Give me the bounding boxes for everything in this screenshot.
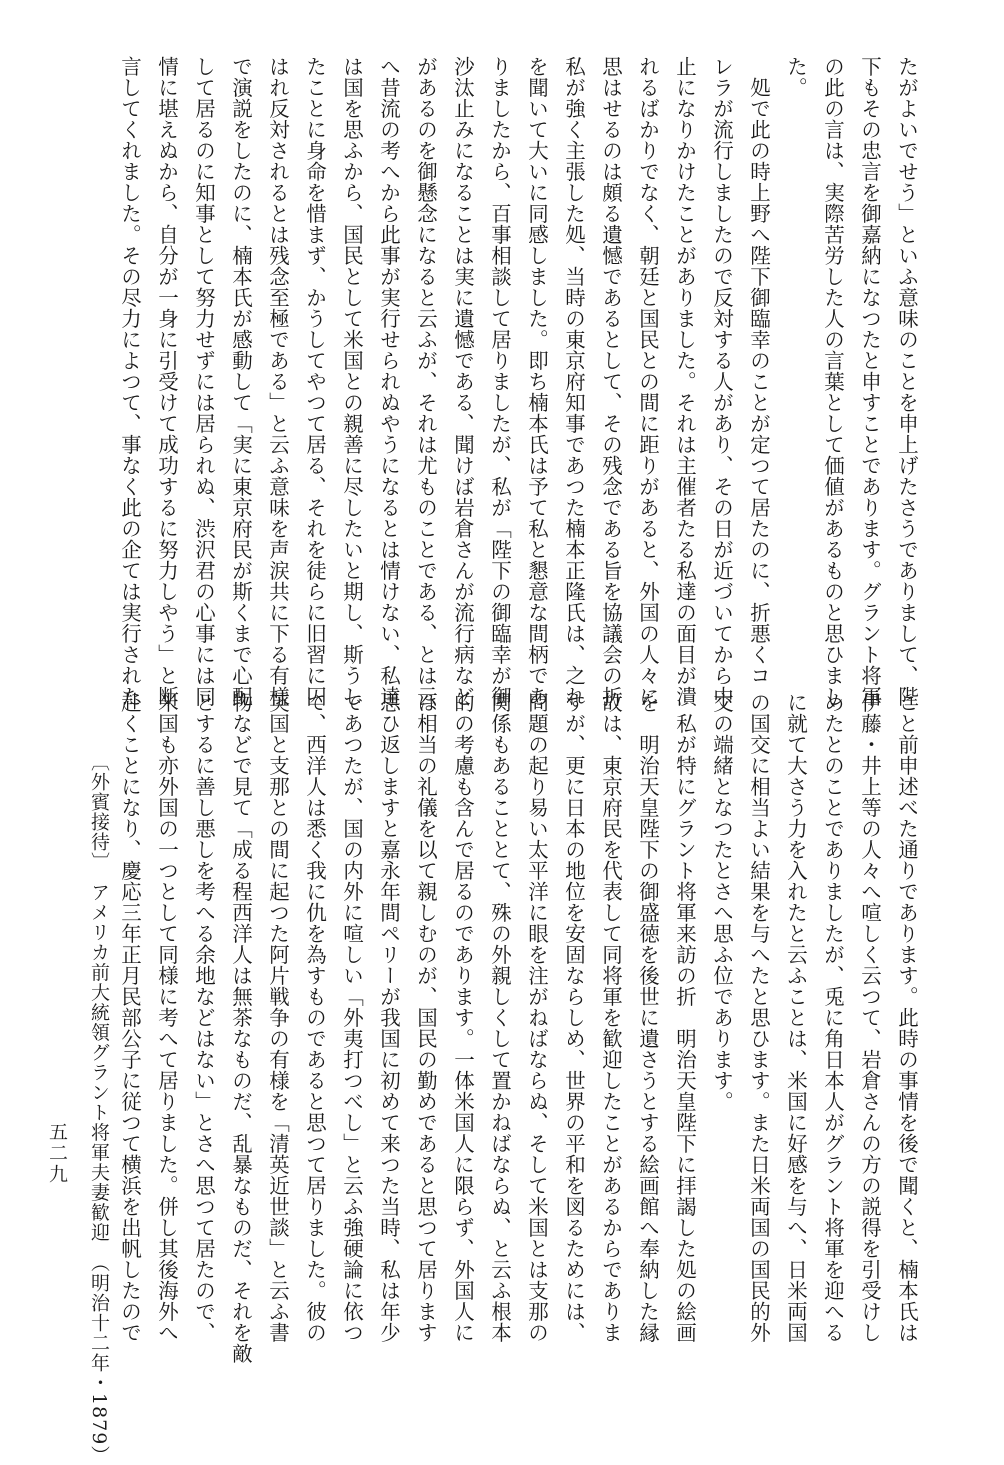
text-column: レラが流行しましたので反対する人があり、その日が近づいてから中 bbox=[709, 56, 734, 707]
text-column: して居るのに知事として努力せずには居られぬ、渋沢君の心事には同 bbox=[191, 56, 216, 707]
text-column: 物などで見て「成る程西洋人は無茶なものだ、乱暴なものだ、それを敵 bbox=[228, 692, 253, 1364]
page-number: 五二九 bbox=[46, 1122, 68, 1185]
text-column: 私が強く主張した処、当時の東京府知事であつた楠本正隆氏は、之れ bbox=[561, 56, 586, 707]
text-column: に就て大さう力を入れたと云ふことは、米国に好感を与へ、日米両国 bbox=[783, 692, 808, 1343]
text-column: 問題の起り易い太平洋に眼を注がねばならぬ、そして米国とは支那の bbox=[524, 692, 549, 1343]
text-column: 関係もあることとて、殊の外親しくして置かねばならぬ、と云ふ根本 bbox=[487, 692, 512, 1343]
text-column: を 明治天皇陛下の御盛徳を後世に遺さうとする絵画館へ奉納した縁 bbox=[635, 692, 660, 1343]
text-column: 赴くことになり、慶応三年正月民部公子に従つて横浜を出帆したので bbox=[117, 692, 142, 1343]
text-column: 的の考慮も含んで居るのであります。一体米国人に限らず、外国人に bbox=[450, 692, 475, 1343]
text-column: 故は、東京府民を代表して同将軍を歓迎したことがあるからでありま bbox=[598, 692, 623, 1343]
text-column: りましたから、百事相談して居りましたが、私が「陛下の御臨幸が御 bbox=[487, 56, 512, 707]
text-column: で演説をしたのに、楠本氏が感動して「実に東京府民が斯くまで心配 bbox=[228, 56, 253, 707]
text-column: とするに善し悪しを考へる余地などはない」とさへ思つて居たので、 bbox=[191, 692, 216, 1343]
text-column: こと前申述べた通りであります。此時の事情を後で聞くと、楠本氏は bbox=[894, 692, 919, 1343]
text-column: た。 bbox=[783, 56, 808, 98]
text-column: は国を思ふから、国民として米国との親善に尽したいと期し、斯うし bbox=[339, 56, 364, 707]
text-column: 私が特にグラント将軍来訪の折 明治天皇陛下に拝謁した処の絵画 bbox=[672, 692, 697, 1343]
text-column: 下もその忠言を御嘉納になつたと申すことであります。グラント将軍 bbox=[857, 56, 882, 707]
text-column: は相当の礼儀を以て親しむのが、国民の勤めであると思つて居ります bbox=[413, 692, 438, 1343]
text-column: 英国と支那との間に起つた阿片戦争の有様を「清英近世談」と云ふ書 bbox=[265, 692, 290, 1343]
text-column: 情に堪えぬから、自分が一身に引受けて成功するに努力しやう」と断 bbox=[154, 56, 179, 707]
text-column: を聞いて大いに同感しました。即ち楠本氏は予て私と懇意な間柄であ bbox=[524, 56, 549, 707]
text-column: 沙汰止みになることは実に遺憾である、聞けば岩倉さんが流行病など bbox=[450, 56, 475, 707]
text-column: たことに身命を惜まず、かうしてやつて居る、それを徒らに旧習に囚 bbox=[302, 56, 327, 707]
text-column: すが、更に日本の地位を安固ならしめ、世界の平和を図るためには、 bbox=[561, 692, 586, 1343]
text-column: 伊藤・井上等の人々へ喧しく云つて、岩倉さんの方の説得を引受けし bbox=[857, 692, 882, 1343]
text-column: の此の言は、実際苦労した人の言葉として価値があるものと思ひまし bbox=[820, 56, 845, 707]
text-column: 止になりかけたことがありました。それは主催者たる私達の面目が潰 bbox=[672, 56, 697, 707]
text-column: 米国も亦外国の一つとして同様に考へて居りました。併し其後海外へ bbox=[154, 692, 179, 1343]
text-column: たがよいでせう」といふ意味のことを申上げたさうでありまして、陛 bbox=[894, 56, 919, 707]
text-column: 処で此の時上野へ陛下御臨幸のことが定つて居たのに、折悪くコ bbox=[746, 56, 771, 686]
text-column: れるばかりでなく、朝廷と国民との間に距りがあると、外国の人々に bbox=[635, 56, 660, 707]
text-column: 交の端緒となつたとさへ思ふ位であります。 bbox=[709, 692, 734, 1112]
text-column: めたとのことでありましたが、兎に角日本人がグラント将軍を迎へる bbox=[820, 692, 845, 1343]
text-column: はれ反対されるとは残念至極である」と云ふ意味を声涙共に下る有様 bbox=[265, 56, 290, 707]
text-column: 言してくれました。その尽力によつて、事なく此の企ては実行された bbox=[117, 56, 142, 707]
text-column: 思はせるのは頗る遺憾であるとして、その残念である旨を協議会の折 bbox=[598, 56, 623, 707]
text-column: へ昔流の考へから此事が実行せられぬやうになるとは情けない、私達 bbox=[376, 56, 401, 707]
text-column: の国交に相当よい結果を与へたと思ひます。また日米両国の国民的外 bbox=[746, 692, 771, 1343]
running-caption: 〔外賓接待〕 アメリカ前大統領グラント将軍夫妻歓迎 （明治十二年・1879） bbox=[88, 752, 110, 1465]
text-column: があるのを御懸念になると云ふが、それは尤ものことである、とは云 bbox=[413, 56, 438, 707]
text-column: て、西洋人は悉く我に仇を為すものであると思つて居りました。彼の bbox=[302, 692, 327, 1343]
text-column: 思ひ返しますと嘉永年間ペリーが我国に初めて来つた当時、私は年少 bbox=[376, 692, 401, 1343]
text-column: であつたが、国の内外に喧しい「外夷打つべし」と云ふ強硬論に依つ bbox=[339, 692, 364, 1343]
